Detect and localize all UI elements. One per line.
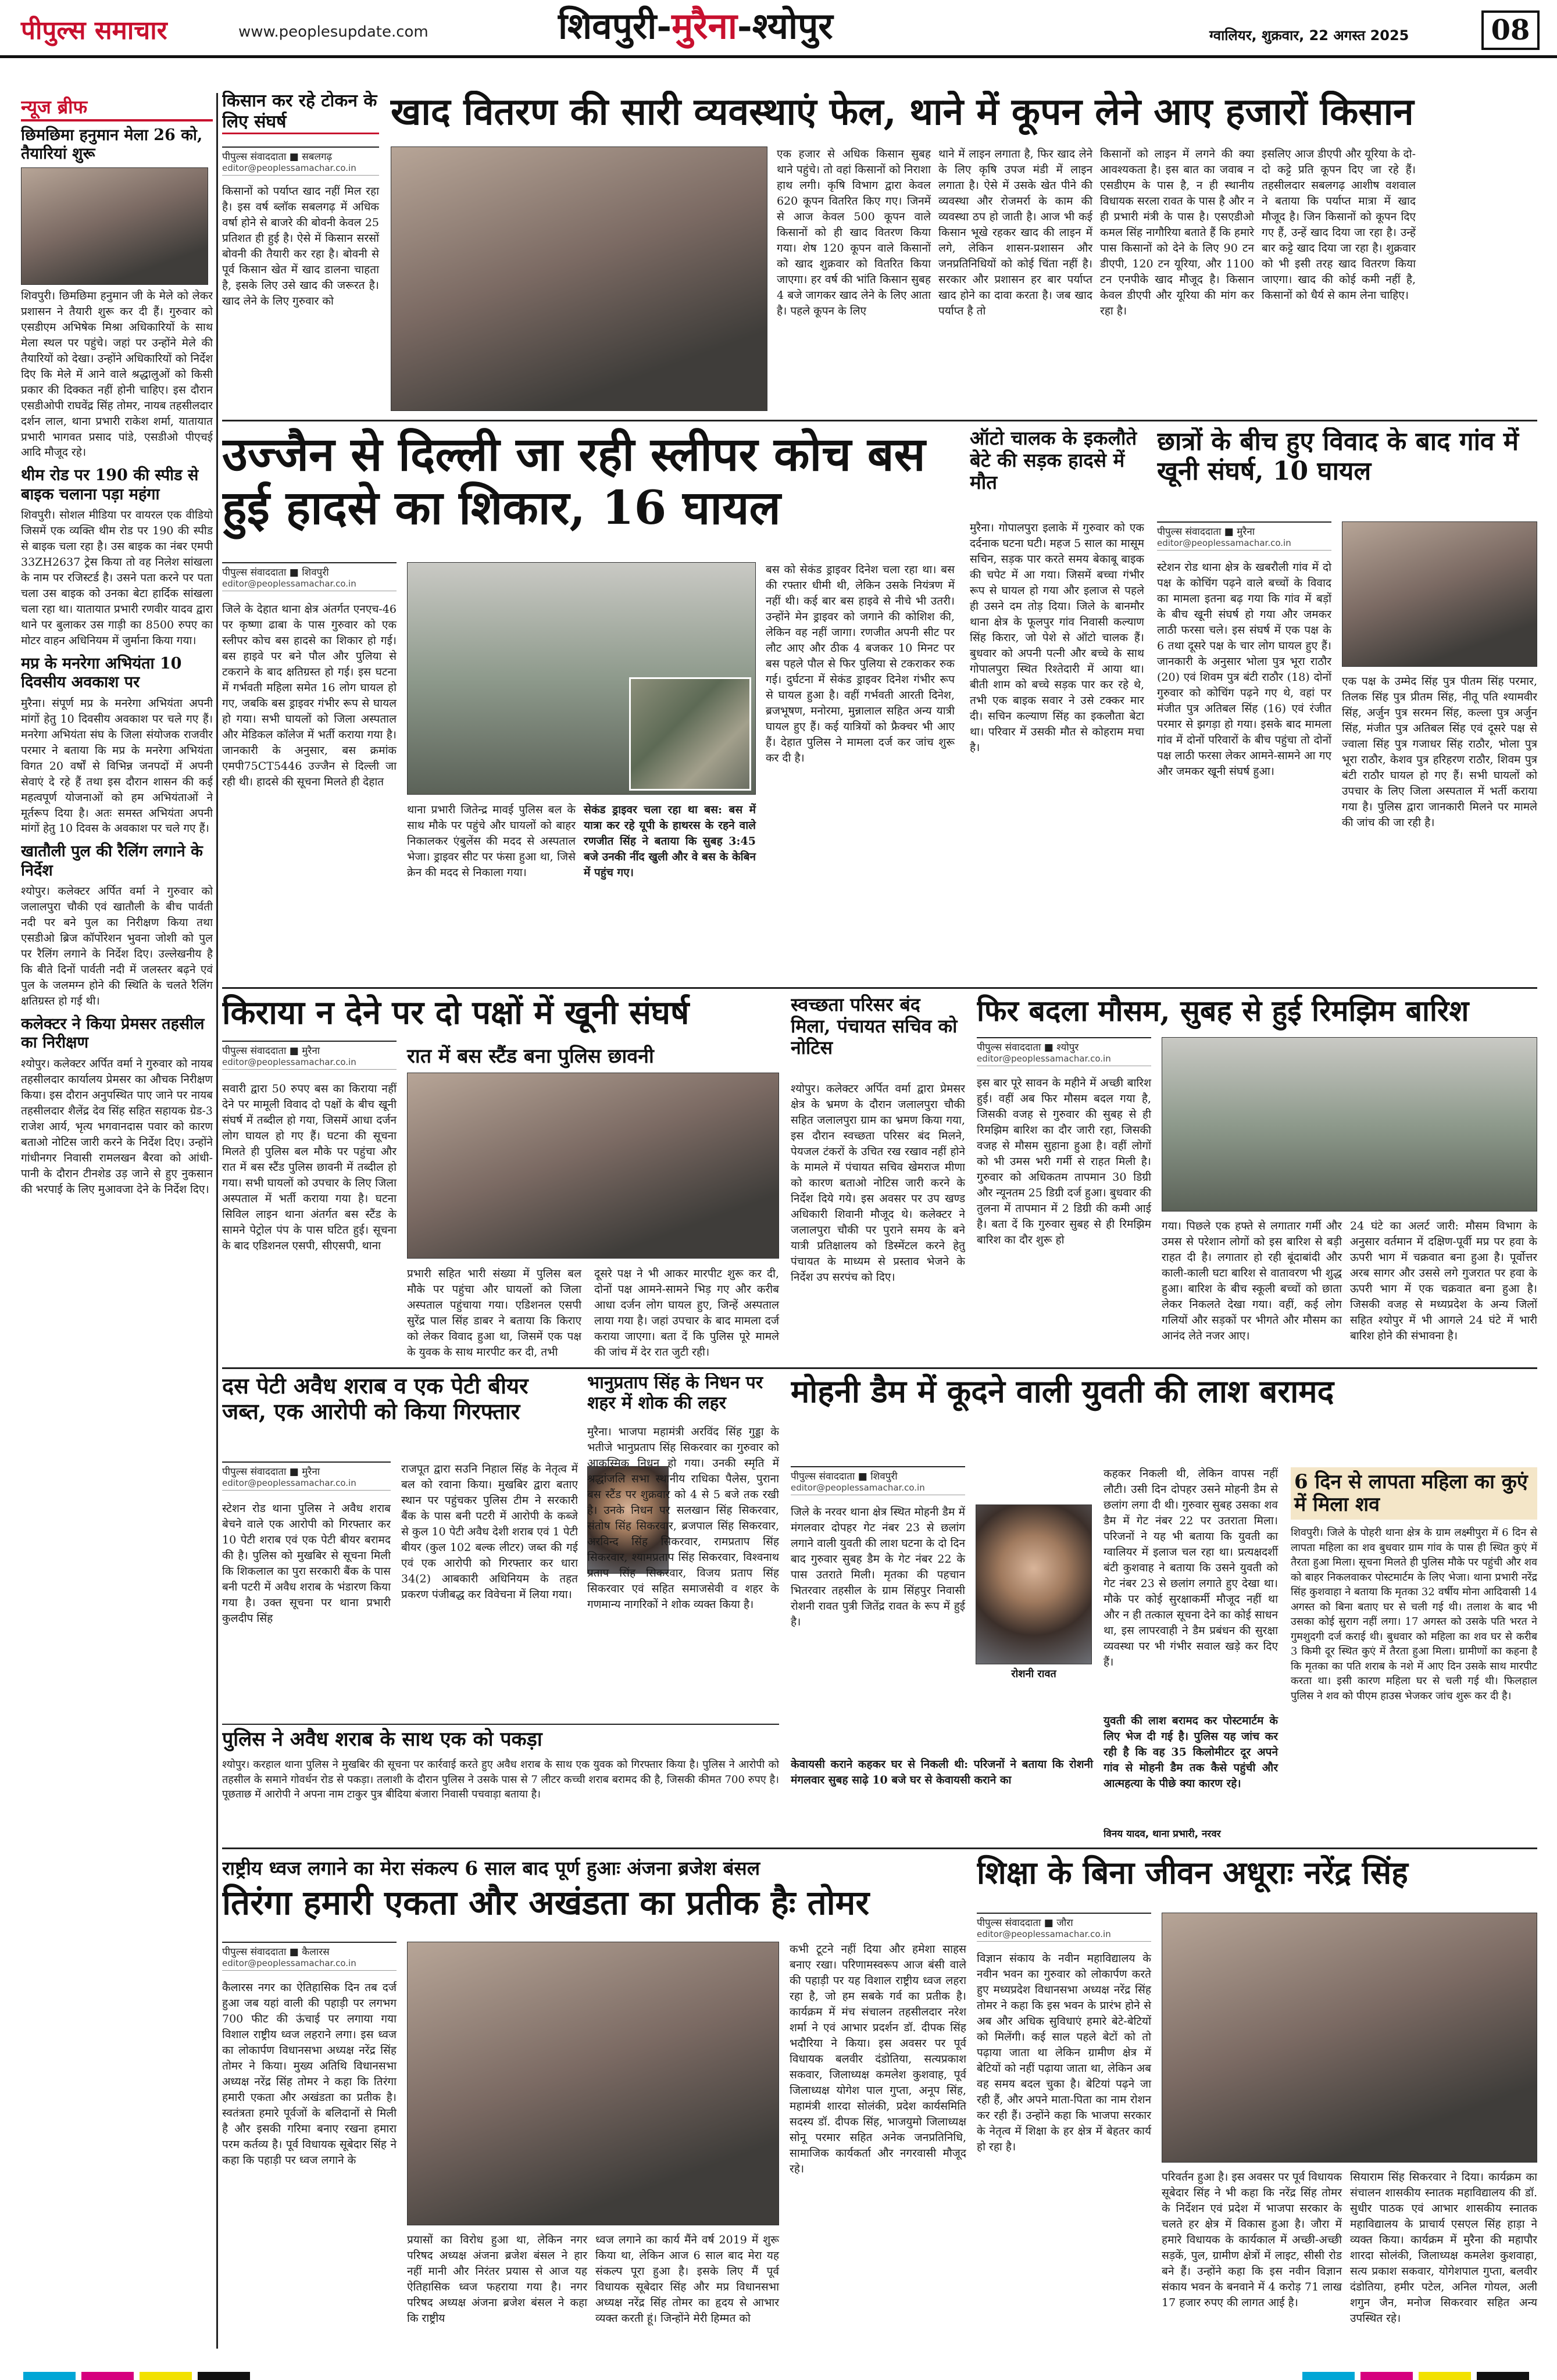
- brief-item-1-photo: [21, 167, 208, 285]
- story-liquor-arrest: [222, 1724, 779, 1843]
- headline: किराया न देने पर दो पक्षों में खूनी संघर्ष: [222, 994, 690, 1032]
- byline: [977, 1037, 1151, 1066]
- col-1: इस बार पूरे सावन के महीने में अच्छी बारिश हुई। वहीं अब फिर मौसम बदल गया है, जिसकी वजह से गुरुवार की सुबह से ही रिमझिम बारिश का दौर जारी रहा, जिसकी वजह से मौसम सुहाना हुआ है। वहीं लोगों को भी उमस भरी गर्मी से राहत मिली है। गुरुवार को अधिकतम तापमान 30 डिग्री और न्यूनतम 25 डिग्री दर्ज हुआ। बुधवार की तुलना में तापमान में 2 डिग्री की कमी आई है। बता दें कि गुरुवार सुबह से ही रिमझिम बारिश का दौर शुरू हो: [977, 1077, 1151, 1246]
- registration-bar-cyan: [23, 2372, 76, 2380]
- headline: 6 दिन से लापता महिला का कुएं में मिला शव: [1291, 1467, 1537, 1520]
- byline-text: पीपुल्स संवाददाता ■ जौरा: [977, 1917, 1073, 1929]
- story-bus-accident: [222, 427, 959, 985]
- story-weather: [977, 994, 1537, 1366]
- story-fertilizer: [222, 91, 1537, 416]
- subhead: रात में बस स्टैंड बना पुलिस छावनी: [407, 1045, 654, 1068]
- brief-item-5-title: कलेक्टर ने किया प्रेमसर तहसील का निरीक्षण: [21, 1014, 205, 1052]
- body: मुरैना। गोपालपुरा इलाके में गुरुवार को एक दर्दनाक घटना घटी। महज 5 साल का मासूम सचिन, सड़क पार करते समय बेकाबू बाइक की चपेट में आ गया। जिसमें बच्चा गंभीर रूप से घायल हो गया और इलाज से पहले ही उसने दम तोड़ दिया। जिले के बानमौर थाना क्षेत्र के फूलपुर गांव निवासी कल्याण सिंह किरार, जो पेशे से ऑटो चालक हैं। बुधवार को अपनी पत्नी और बच्चे के साथ गोपालपुरा स्थित रिश्तेदारी में आया था। बीती शाम को बच्चे सड़क पार कर रहे थे, तभी एक बाइक सवार ने उसे टक्कर मार दी। सचिन कल्याण सिंह का इकलौता बेटा था। परिवार में उसकी मौत से कोहराम मचा है।: [970, 521, 1144, 754]
- headline: खाद वितरण की सारी व्यवस्थाएं फेल, थाने में कूपन लेने आए हजारों किसान: [391, 91, 1414, 134]
- brief-label: न्यूज ब्रीफ: [21, 94, 213, 121]
- col-3: ध्वज लगाने का कार्य मैंने वर्ष 2019 में शुरू किया था, लेकिन आज 6 साल बाद मेरा यह संकल्प पूरा हुआ है। इसके लिए मैं पूर्व विधायक सूबेदार सिंह और मप्र विधानसभा अध्यक्ष नरेंद्र सिंह तोमर का हृदय से आभार व्यक्त करती हूं। जिन्होंने मेरी हिम्मत को: [595, 2234, 779, 2325]
- byline-email: editor@peoplessamachar.co.in: [222, 1057, 356, 1067]
- col-3: दूसरे पक्ष ने भी आकर मारपीट शुरू कर दी, दोनों पक्ष आमने-सामने भिड़ गए और करीब आधा दर्जन लोग घायल हुए, जिन्हें अस्पताल लाया गया है। जहां उपचार के बाद मामला दर्ज कराया जाएगा। बता दें कि पुलिस पूरे मामले की जांच में देर रात जुटी रही।: [594, 1267, 779, 1359]
- col-1: जिले के नरवर थाना क्षेत्र स्थित मोहनी डैम में मंगलवार दोपहर गेट नंबर 23 से छलांग लगाने वाली युवती की लाश घटना के दो दिन बाद गुरुवार सुबह डैम के गेट नंबर 22 के पास उतराते मिली। मृतका की पहचान भितरवार तहसील के ग्राम सिंहपुर निवासी रोशनी रावत पुत्री जितेंद्र रावत के रूप में हुई है।: [791, 1506, 965, 1628]
- brief-item-4-body: श्योपुर। कलेक्टर अर्पित वर्मा ने गुरुवार को जलालपुरा चौकी एवं खातौली के बीच पार्वती नदी पर बने पुल का निरीक्षण किया तथा एसडीओ ब्रिज कॉर्पोरेशन भुवना जोशी को पुल पर रैलिंग लगाने के निर्देश दिए। उल्लेखनीय है कि बीते दिनों पार्वती नदी में जलस्तर बढ़ने एवं पुल के जलमग्न होने की स्थिति के चलते रैलिंग क्षतिग्रस्त हो गई थी।: [21, 885, 213, 1007]
- page-title: [558, 5, 833, 48]
- bus-photo-inset: [629, 677, 751, 791]
- byline-email: editor@peoplessamachar.co.in: [222, 163, 356, 173]
- registration-bar-cyan-right: [1302, 2372, 1355, 2380]
- divider-h4: [222, 1847, 1537, 1849]
- byline-text: पीपुल्स संवाददाता ■ श्योपुर: [977, 1042, 1079, 1053]
- flag-ceremony-photo: [407, 1942, 779, 2225]
- headline: दस पेटी अवैध शराब व एक पेटी बीयर जब्त, एक आरोपी को किया गिरफ्तार: [222, 1373, 528, 1424]
- crowd-photo: [391, 146, 767, 411]
- brief-item-5-body: श्योपुर। कलेक्टर अर्पित वर्मा ने गुरुवार को नायब तहसीलदार कार्यालय प्रेमसर का औचक निरीक्षण किया। इस दौरान अनुपस्थित पाए जाने पर नायब तहसीलदार शैलेंद्र देव सिंह सहित सहायक ग्रेड-3 राजेश आर्य, भृत्य भगवानदास पवार को कारण बताओ नोटिस जारी करने के निर्देश दिए। उन्होंने गांधीनगर निवासी रामलखन बैरवा को आंधी-पानी के दौरान टीनशेड उड़ जाने से हुए नुकसान की भरपाई के लिए मुआवजा देने के निर्देश दिए।: [21, 1057, 213, 1196]
- col-2: एक हजार से अधिक किसान सुबह थाने पहुंचे। तो वहां किसानों को निराशा हाथ लगी। कृषि विभाग द्वारा केवल 620 कूपन वितरित किए गए। जिनमें से आज केवल 500 कूपन वाले किसानों को ही खाद वितरण किया गया। शेष 120 कूपन वाले किसानों को खाद शुक्रवार को वितरित किया जाएगा। हर वर्ष की भांति किसान सुबह 4 बजे जागकर खाद लेने के लिए आता है। पहले कूपन के लिए: [777, 148, 931, 317]
- brief-divider: [216, 93, 218, 2349]
- byline-text: पीपुल्स संवाददाता ■ शिवपुरी: [222, 567, 329, 578]
- col-2: प्रयासों का विरोध हुआ था, लेकिन नगर परिषद अध्यक्ष अंजना ब्रजेश बंसल ने हार नहीं मानी और निरंतर प्रयास से आज यह ऐतिहासिक ध्वज फहराया गया है। नगर परिषद अध्यक्ष अंजना ब्रजेश बंसल ने कहा कि राष्ट्रीय: [407, 2234, 587, 2325]
- story-fare-dispute: [222, 994, 780, 1366]
- col-2: गया। पिछले एक हफ्ते से लगातार गर्मी और उमस से परेशान लोगों को इस बारिश से बड़ी राहत दी है। लगातार हो रही बूंदाबांदी और काली-काली घटा बारिश से वातावरण भी शुद्ध हुआ। बारिश के बीच स्कूली बच्चों को छाता लेकर निकलते देखा गया। वहीं, कई लोग गलियों और सड़कों पर भीगते और मौसम का आनंद लेते नजर आए।: [1162, 1220, 1342, 1342]
- byline-email: editor@peoplessamachar.co.in: [977, 1053, 1111, 1064]
- col-3: सियाराम सिंह सिकरवार ने दिया। कार्यक्रम का संचालन शासकीय स्नातक महाविद्यालय की डॉ. सुधीर पाठक एवं आभार शासकीय स्नातक महाविद्यालय के प्राचार्य एसएल सिंह हाड़ा ने व्यक्त किया। कार्यक्रम में मुरैना की महापौर शारदा सोलंकी, जिलाध्यक्ष कमलेश कुशवाहा, सत्य प्रकाश सकवार, योगेशपाल गुप्ता, बलवीर दंडोतिया, हमीर पटेल, अनिल गोयल, अली शगुन जैन, मनोज सिकरवार सहित अन्य उपस्थित रहे।: [1350, 2171, 1537, 2325]
- col-2: एक पक्ष के उम्मेद सिंह पुत्र पीतम सिंह परमार, तिलक सिंह पुत्र प्रीतम सिंह, नीतू पति श्यामवीर सिंह, अर्जुन पुत्र सरमन सिंह, कल्ला पुत्र अर्जुन सिंह, मंजीत पुत्र अतिबल सिंह एवं दूसरे पक्ष से ज्वाला सिंह पुत्र गजाधर सिंह राठौर, भोला पुत्र भूरा राठौर, केशव पुत्र हरिहरण राठौर, शिवम पुत्र बंटी राठौर घायल हो गए हैं। सभी घायलों को उपचार के लिए जिला अस्पताल में भर्ती कराया गया है। पुलिस द्वारा जानकारी मिलने पर मामले की जांच की जा रही है।: [1342, 675, 1537, 829]
- byline: [222, 1461, 391, 1491]
- divider-h3: [222, 1367, 1537, 1369]
- news-brief-column: [21, 94, 213, 2350]
- byline-email: editor@peoplessamachar.co.in: [222, 1958, 356, 1968]
- col-1b: केवायसी कराने कहकर घर से निकली थी: परिजनों ने बताया कि रोशनी मंगलवार सुबह साढ़े 10 बजे घर से केवायसी कराने का: [791, 1758, 1093, 1786]
- byline-text: पीपुल्स संवाददाता ■ शिवपुरी: [791, 1471, 898, 1482]
- headline: भानुप्रताप सिंह के निधन पर शहर में शोक की लहर: [587, 1373, 763, 1413]
- photo-caption: सेकंड ड्राइवर चला रहा था बस: बस में यात्रा कर रहे यूपी के हाथरस के रहने वाले रणजीत सिंह ने बताया कि सुबह 3:45 बजे उनकी नींद खुली और वे बस के केबिन में पहुंच गए।: [584, 803, 756, 879]
- brand-logo: पीपुल्स समाचार: [21, 16, 167, 45]
- col-4: कभी टूटने नहीं दिया और हमेशा साहस बनाए रखा। परिणामस्वरूप आज बंसी वाले की पहाड़ी पर यह विशाल राष्ट्रीय ध्वज लहरा रहा है, जो हम सबके गर्व का प्रतीक है। कार्यक्रम में मंच संचालन तहसीलदार नरेश शर्मा ने एवं आभार प्रदर्शन डॉ. दीपक सिंह भदौरिया ने किया। इस अवसर पर पूर्व विधायक बलवीर दंडोतिया, सत्यप्रकाश सकवार, जिलाध्यक्ष कमलेश कुशवाह, पूर्व जिलाध्यक्ष योगेश पाल गुप्ता, अनूप सिंह, महामंत्री शारदा सोलंकी, प्रदेश कार्यसमिति सदस्य डॉ. दीपक सिंह, भाजयुमो जिलाध्यक्ष सोनू परमार सहित अनेक जनप्रतिनिधि, सामाजिक कार्यकर्ता और नगरवासी मौजूद रहे।: [790, 1943, 966, 2175]
- col-2: प्रभारी सहित भारी संख्या में पुलिस बल मौके पर पहुंचा और घायलों को जिला अस्पताल पहुंचाया गया। एडिशनल एसपी सुरेंद्र पाल सिंह डाबर ने बताया कि किराए को लेकर विवाद हुआ था, जिसमें एक पक्ष के युवक के साथ मारपीट कर दी, तभी: [407, 1267, 581, 1359]
- headline: तिरंगा हमारी एकता और अखंडता का प्रतीक हैः तोमर: [222, 1883, 870, 1922]
- byline: [791, 1466, 965, 1495]
- col-2: कहकर निकली थी, लेकिन वापस नहीं लौटी। उसी दिन दोपहर उसने मोहनी डैम से छलांग लगा दी थी। गुरुवार सुबह उसका शव डैम में गेट नंबर 22 पर उतराता मिला। परिजनों ने यह भी बताया कि युवती का ग्वालियर में इलाज चल रहा था। प्रत्यक्षदर्शी बंटी कुशवाह ने बताया कि उसने युवती को गेट नंबर 23 से छलांग लगाते हुए देखा था। मौके पर कोई सुरक्षाकर्मी मौजूद नहीं था और न ही तत्काल सूचना देने का कोई साधन था, इस लापरवाही ने डैम प्रबंधन की सुरक्षा व्यवस्था पर भी गंभीर सवाल खड़े कर दिए हैं।: [1104, 1467, 1278, 1668]
- byline: [222, 146, 379, 176]
- col-1: स्टेशन रोड थाना पुलिस ने अवैध शराब बेचने वाले एक आरोपी को गिरफ्तार कर 10 पेटी शराब एवं एक पेटी बीयर बरामद की है। पुलिस को मुखबिर से सूचना मिली कि शिकलाल का पुरा सरकारी बैंक के पास बनी पटरी में अवैध शराब के भंडारण किया गया है। उक्त सूचना पर थाना प्रभारी कुलदीप सिंह: [222, 1502, 391, 1625]
- brief-item-2-body: शिवपुरी। सोशल मीडिया पर वायरल एक वीडियो जिसमें एक व्यक्ति थीम रोड पर 190 की स्पीड से बाइक चला रहा है। उस बाइक का नंबर एमपी 33ZH2637 ट्रेस किया तो वह निलेश सांखला के नाम पर रजिस्टर्ड है। उसने पता करने पर पता चला उस बाइक को उनका बेटा हार्दिक सांखला चला रहा था। यातायात प्रभारी रणवीर यादव द्वारा थाने पर बुलाकर उस गाड़ी का 8500 रुपए का मोटर वाहन अधिनियम में जुर्माना किया गया।: [21, 509, 213, 647]
- registration-bar-black-right: [1477, 2372, 1529, 2380]
- story-liquor-seizure: [222, 1373, 578, 1722]
- col-5: इसलिए आज डीएपी और यूरिया के दो-दो कट्टे प्रति कूपन दिए जा रहे हैं। तहसीलदार सबलगढ़ आशीष वशवाल ने बताया कि पर्याप्त मात्रा में खाद मौजूद है। जिन किसानों को कूपन दिए गए हैं, उन्हें खाद दिया जा रहा है। उन्हें बार कट्टे खाद दिया जा रहा है। शुक्रवार को भी इसी तरह खाद वितरण किया जाएगा। खाद की कोई कमी नहीं है, किसानों को धैर्य से काम लेना चाहिए।: [1262, 148, 1416, 302]
- rain-photo: [1162, 1037, 1537, 1212]
- byline: [222, 1041, 397, 1070]
- inauguration-photo: [1162, 1913, 1537, 2163]
- byline-text: पीपुल्स संवाददाता ■ मुरैना: [222, 1466, 320, 1478]
- victim-portrait: [976, 1505, 1092, 1664]
- brief-item-3-body: मुरैना। संपूर्ण मप्र के मनरेगा अभियंता अपनी मांगों हेतु 10 दिवसीय अवकाश पर चले गए हैं। मनरेगा अभियंता संघ के जिला संयोजक राजवीर परमार ने बताया कि मप्र के मनरेगा अभियंता विगत 20 वर्षों से विभिन्न जनपदों में अपनी सेवाएं दे रहे हैं तथा इस दौरान शासन की कई महत्वपूर्ण योजनाओं को हम अभियंताओं ने मूर्तरूप दिया है। अतः समस्त अभियंता अपनी मांगों हेतु 10 दिवस के अवकाश पर चले गए हैं।: [21, 696, 213, 835]
- col-3: थाने में लाइन लगाता है, फिर खाद लेने के लिए कृषि उपज मंडी में लाइन लगाता है। ऐसे में उसके खेत पीने की व्यवस्था और रोजमर्रा के काम की व्यवस्था ठप हो जाती है। आज भी कई किसान भूखे रहकर खाद की लाइन में लगे, लेकिन शासन-प्रशासन और जनप्रतिनिधियों को कोई चिंता नहीं है। सरकार और प्रशासन हर बार पर्याप्त खाद होने का दावा करता है। जब खाद पर्याप्त है तो: [938, 148, 1092, 317]
- byline-email: editor@peoplessamachar.co.in: [977, 1929, 1111, 1939]
- brief-item-1-body: शिवपुरी। छिमछिमा हनुमान जी के मेले को लेकर प्रशासन ने तैयारी शुरू कर दी हैं। गुरुवार को एसडीएम अभिषेक मिश्रा अधिकारियों के साथ मेला स्थल पर पहुंचे। जहां पर उन्होंने मेले की तैयारियों को देखा। उन्होंने अधिकारियों को निर्देश दिए कि मेले में आने वाले श्रद्धालुओं को किसी प्रकार की दिक्कत नहीं होनी चाहिए। इस दौरान एसडीओपी राघवेंद्र सिंह तोमर, नायब तहसीलदार दर्शन लाल, थाना प्रभारी राकेश शर्मा, यातायात प्रभारी भागवत प्रसाद पांडे, एसडीओ पीएचई आदि मौजूद रहे।: [21, 289, 213, 459]
- byline-email: editor@peoplessamachar.co.in: [1157, 538, 1291, 548]
- registration-bar-magenta: [81, 2372, 134, 2380]
- col-2: राजपूत द्वारा सउनि निहाल सिंह के नेतृत्व में बल को रवाना किया। मुखबिर द्वारा बताए स्थान पर पहुंचकर पुलिस टीम ने सरकारी बैंक के पास बनी पटरी में आरोपी के कब्जे से कुल 10 पेटी अवैध देशी शराब एवं 1 पेटी बीयर (कुल 102 बल्क लीटर) जब्त की गई एवं एक आरोपी को गिरफ्तार कर धारा 34(2) आबकारी अधिनियम के तहत प्रकरण पंजीबद्ध कर विवेचना में लिया गया।: [401, 1463, 578, 1601]
- byline: [1157, 521, 1331, 551]
- kicker: किसान कर रहे टोकन के लिए संघर्ष: [222, 91, 379, 134]
- headline: ऑटो चालक के इकलौते बेटे की सड़क हादसे में मौत: [970, 427, 1137, 494]
- byline-text: पीपुल्स संवाददाता ■ सबलगढ़: [222, 151, 333, 163]
- body: मुरैना। भाजपा महामंत्री अरविंद सिंह गुड्डा के भतीजे भानुप्रताप सिंह सिकरवार का गुरुवार को आकस्मिक निधन हो गया। उनकी स्मृति में श्रद्धांजलि सभा स्थानीय राधिका पैलेस, पुराना बस स्टैंड पर शुक्रवार को 4 से 5 बजे तक रखी है। उनके निधन पर सलखान सिंह सिकरवार, संतोष सिंह सिकरवार, ब्रजपाल सिंह सिकरवार, अरविन्द सिंह सिकरवार, रामप्रताप सिंह सिकरवार, श्यामप्रताप सिंह सिकरवार, विश्वनाथ प्रताप सिंह सिकरवार, विजय प्रताप सिंह सिकरवार एवं सहित समाजसेवी व शहर के गणमान्य नागरिकों ने शोक व्यक्त किया है।: [587, 1425, 779, 1611]
- story-missing-woman: [1291, 1467, 1537, 1844]
- col-3: बस को सेकंड ड्राइवर दिनेश चला रहा था। बस की रफ्तार धीमी थी, लेकिन उसके नियंत्रण में नहीं थी। कई बार बस हाइवे से नीचे भी उतरी। उन्होंने मेन ड्राइवर को जगाने की कोशिश की, लेकिन वह नहीं जागा। रणजीत अपनी सीट पर लौट आए और ठीक 4 बजकर 10 मिनट पर बस पहले पौल से फिर पुलिया से टकराकर रुक गई। दुर्घटना में सेकंड ड्राइवर दिनेश गंभीर रूप से घायल हुआ है। वहीं गर्भवती आरती दिनेश, ब्रजभूषण, मनोरमा, मुन्नालाल सहित अन्य यात्री घायल हुए हैं। कई यात्रियों को फ्रैक्चर भी आए हैं। देहात पुलिस ने मामला दर्ज कर जांच शुरू कर दी है।: [766, 563, 955, 764]
- kicker: राष्ट्रीय ध्वज लगाने का मेरा संकल्प 6 साल बाद पूर्ण हुआः अंजना ब्रजेश बंसल: [222, 1857, 760, 1879]
- col-2: थाना प्रभारी जितेन्द्र मावई पुलिस बल के साथ मौके पर पहुंचे और घायलों को बाहर निकालकर एंबुलेंस की मदद से अस्पताल भेजा। ड्राइवर सीट पर फंसा हुआ था, जिसे क्रेन की मदद से निकाला गया।: [407, 803, 576, 879]
- page-title-part-1: शिवपुरी-: [558, 5, 672, 47]
- col-1: स्टेशन रोड थाना क्षेत्र के खबरौली गांव में दो पक्ष के कोचिंग पढ़ने वाले बच्चों के विवाद का मामला इतना बढ़ गया कि गांव में बड़ों के बीच खूनी संघर्ष हो गया और जमकर लाठी फरसा चले। इस संघर्ष में एक पक्ष के 6 तथा दूसरे पक्ष के चार लोग घायल हुए हैं। जानकारी के अनुसार भोला पुत्र भूरा राठौर (20) एवं शिवम पुत्र बंटी राठौर (18) दोनों गुरुवार को कोचिंग पढ़ने गए थे, वहां पर मंजीत पुत्र अतिबल सिंह (16) एवं रंजीत परमार से झगड़ा हो गया। इसके बाद मामला गांव में दोनों परिवारों के बीच पहुंचा तो दोनों पक्ष लाठी फरसा लेकर आमने-सामने आ गए और जमकर खूनी संघर्ष हुआ।: [1157, 561, 1331, 778]
- divider-h2: [222, 987, 1537, 989]
- headline: शिक्षा के बिना जीवन अधूराः नरेंद्र सिंह: [977, 1854, 1408, 1891]
- body: श्योपुर। करहाल थाना पुलिस ने मुखबिर की सूचना पर कार्रवाई करते हुए अवैध शराब के साथ एक युवक को गिरफ्तार किया है। पुलिस ने आरोपी को तहसील के समाने गोवर्धन रोड से पकड़ा। तलाशी के दौरान पुलिस ने उसके पास से 7 लीटर कच्ची शराब बरामद की है, जिसकी कीमत 700 रुपए है। पूछताछ में आरोपी ने अपना नाम टाकुर पुत्र बीदिया बंजारा निवासी पचवाड़ा बताया है।: [222, 1759, 779, 1801]
- masthead: [0, 0, 1557, 58]
- col-4: किसानों को लाइन में लगने की क्या आवश्यकता है। इस बात का जवाब न एसडीएम के पास है, न ही स्थानीय विधायक सरला रावत के पास है और न ही प्रभारी मंत्री के पास है। एसएडीओ कमल सिंह नागौरिया बताते हैं कि हमारे पास किसानों को देने के लिए 90 टन डीएपी, 120 टन यूरिया, और 1100 टन एनपीके खाद मौजूद है। किसान केवल डीएपी और यूरिया की मांग कर रहा है।: [1100, 148, 1254, 317]
- page-number: 08: [1481, 10, 1540, 50]
- registration-bar-yellow-right: [1419, 2372, 1471, 2380]
- headline: उज्जैन से दिल्ली जा रही स्लीपर कोच बस हुई हादसे का शिकार, 16 घायल: [222, 427, 926, 535]
- headline: पुलिस ने अवैध शराब के साथ एक को पकड़ा: [222, 1728, 542, 1751]
- registration-bar-black: [198, 2372, 250, 2380]
- headline: मोहनी डैम में कूदने वाली युवती की लाश बरामद: [791, 1373, 1334, 1410]
- registration-bar-magenta-right: [1360, 2372, 1413, 2380]
- page-title-part-3: -श्योपुर: [737, 5, 833, 47]
- brief-item-1-title: छिमछिमा हनुमान मेला 26 को, तैयारियां शुरू: [21, 126, 203, 163]
- body: शिवपुरी। जिले के पोहरी थाना क्षेत्र के ग्राम लक्ष्मीपुरा में 6 दिन से लापता महिला का शव बुधवार ग्राम गांव के पास ही स्थित कुएं में तैरता हुआ मिला। सूचना मिलते ही पुलिस मौके पर पहुंची और शव को बाहर निकलवाकर पोस्टमार्टम के लिए भेजा। थाना प्रभारी नरेंद्र सिंह कुशवाहा ने बताया कि मृतका 32 वर्षीय मोना आदिवासी 14 अगस्त को बिना बताए घर से चली गई थी। तलाश के बाद भी उसका कोई सुराग नहीं लगा। 17 अगस्त को उसके पति भरत ने गुमशुदगी दर्ज कराई थी। बुधवार को महिला का शव घर से करीब 3 किमी दूर स्थित कुएं में तैरता हुआ मिला। ग्रामीणों का कहना है कि मृतका का पति शराब के नशे में आए दिन उसके साथ मारपीट करता था। इसी कारण महिला घर से चली गई थी। फिलहाल पुलिस ने शव को पीएम हाउस भेजकर जांच शुरू कर दी है।: [1291, 1527, 1537, 1703]
- byline-text: पीपुल्स संवाददाता ■ मुरैना: [222, 1045, 320, 1057]
- story-education: [977, 1854, 1537, 2354]
- col-2: परिवर्तन हुआ है। इस अवसर पर पूर्व विधायक सूबेदार सिंह ने भी कहा कि नरेंद्र सिंह तोमर के निर्देशन एवं प्रदेश में भाजपा सरकार के चलते हर क्षेत्र में विकास हुआ है। जौरा में हमारे विधायक के कार्यकाल में अच्छी-अच्छी सड़कें, पुल, ग्रामीण क्षेत्रों में लाइट, सीसी रोड बने हैं। उन्होंने कहा कि इस नवीन विज्ञान संकाय भवन के बनवाने में 4 करोड़ 71 लाख 17 हजार रुपए की लागत आई है।: [1162, 2171, 1342, 2309]
- headline: फिर बदला मौसम, सुबह से हुई रिमझिम बारिश: [977, 994, 1469, 1028]
- clash-photo: [1342, 521, 1537, 667]
- story-road-accident: [970, 427, 1144, 985]
- byline: [222, 562, 397, 591]
- byline-email: editor@peoplessamachar.co.in: [222, 578, 356, 589]
- byline-text: पीपुल्स संवाददाता ■ कैलारस: [222, 1946, 330, 1958]
- credit: विनय यादव, थाना प्रभारी, नरवर: [1104, 1828, 1221, 1840]
- body: श्योपुर। कलेक्टर अर्पित वर्मा द्वारा प्रेमसर क्षेत्र के भ्रमण के दौरान जलालपुरा चौकी सहित जलालपुरा ग्राम का भ्रमण किया गया, इस दौरान स्वच्छता परिसर बंद मिलने, पेयजल टंकरों के उचित रख रखाव नहीं होने के मामले में पंचायत सचिव खेमराज मीणा को कारण बताओ नोटिस जारी करने के निर्देश दिये गये। इस अवसर पर उप खण्ड अधिकारी शिवानी मौजूद थे। कलेक्टर ने जलालपुरा चौकी पर पुराने समय के बने यात्री प्रतिक्षालय को डिस्मेंटल करने हेतु पंचायत के माध्यम से प्रस्ताव भेजने के निर्देश उप सरपंच को दिए।: [791, 1082, 965, 1284]
- page-title-part-2: मुरैना: [672, 5, 737, 47]
- col-3: 24 घंटे का अलर्ट जारी: मौसम विभाग के अनुसार वर्तमान में दक्षिण-पूर्वी मप्र पर हवा के ऊपरी भाग में चक्रवात बना हुआ है। पूर्वोत्तर अरब सागर और उससे लगे गुजरात पर हवा के ऊपरी भाग में एक चक्रवात बना हुआ है। जिसकी वजह से मध्यप्रदेश के अन्य जिलों सहित श्योपुर में भी आगले 24 घंटे में भारी बारिश होने की संभावना है।: [1350, 1220, 1537, 1342]
- brief-item-3-title: मप्र के मनरेगा अभियंता 10 दिवसीय अवकाश पर: [21, 654, 182, 692]
- col-1: सवारी द्वारा 50 रुपए बस का किराया नहीं देने पर मामूली विवाद दो पक्षों के बीच खूनी संघर्ष में तब्दील हो गया, जिसमें आधा दर्जन लोग घायल हो गए हैं। घटना की सूचना मिलते ही पुलिस बल मौके पर पहुंचा और रात में बस स्टैंड पुलिस छावनी में तब्दील हो गया। सभी घायलों को उपचार के लिए जिला अस्पताल में भर्ती कराया गया है। घटना सिविल लाइन थाना अंतर्गत बस स्टैंड के सामने पेट्रोल पंप के पास घटित हुई। सूचना के बाद एडिशनल एसपी, सीएसपी, थाना: [222, 1082, 397, 1252]
- divider-h1: [222, 420, 1537, 421]
- byline-email: editor@peoplessamachar.co.in: [791, 1482, 925, 1493]
- col-1: जिले के देहात थाना क्षेत्र अंतर्गत एनएच-46 पर कृष्णा ढाबा के पास गुरुवार को एक स्लीपर कोच बस हादसे का शिकार हो गई। बस हाइवे पर बने पौल और पुलिया से टकराने के बाद क्षतिग्रस्त हो गई। इस घटना में गर्भवती महिला समेत 16 लोग घायल हो गए, जबकि बस ड्राइवर गंभीर रूप से घायल हो गया। सभी घायलों को जिला अस्पताल और मेडिकल कॉलेज में भर्ती कराया गया है। जानकारी के अनुसार, बस क्रमांक एमपी75CT5446 उज्जैन से दिल्ली जा रही थी। हादसे की सूचना मिलते ही देहात: [222, 603, 397, 788]
- bus-stand-photo: [407, 1073, 779, 1259]
- brief-item-4-title: खातौली पुल की रैलिंग लगाने के निर्देश: [21, 842, 203, 880]
- col-1: कैलारस नगर का ऐतिहासिक दिन तब दर्ज हुआ जब यहां वाली की पहाड़ी पर लगभग 700 फीट की ऊंचाई पर लगाया गया विशाल राष्ट्रीय ध्वज लहराने लगा। इस ध्वज का लोकार्पण विधानसभा अध्यक्ष नरेंद्र सिंह तोमर ने किया। मुख्य अतिथि विधानसभा अध्यक्ष नरेंद्र सिंह तोमर ने कहा कि तिरंगा हमारी एकता और अखंडता का प्रतीक है। स्वतंत्रता हमारे पूर्वजों के बलिदानों से मिली है और इसकी गरिमा बनाए रखना हमारा परम कर्तव्य है। पूर्व विधायक सूबेदार सिंह ने कहा कि पहाड़ी पर ध्वज लगाने के: [222, 1981, 397, 2167]
- headline: छात्रों के बीच हुए विवाद के बाद गांव में खूनी संघर्ष, 10 घायल: [1157, 427, 1519, 486]
- col-1: किसानों को पर्याप्त खाद नहीं मिल रहा है। इस वर्ष ब्लॉक सबलगढ़ में अधिक वर्षा होने से बाजरे की बोवनी केवल 25 प्रतिशत ही हुई है। ऐसे में किसान सरसों बोवनी की तैयारी कर रहा है। बोवनी से पूर्व किसान खेत में खाद डालना चाहता है, इसके लिए उसे खाद की जरूरत है। खाद लेने के लिए गुरुवार को: [222, 185, 379, 308]
- col-1: विज्ञान संकाय के नवीन महाविद्यालय के नवीन भवन का गुरुवार को लोकार्पण करते हुए मध्यप्रदेश विधानसभा अध्यक्ष नरेंद्र सिंह तोमर ने कहा कि इस भवन के प्रारंभ होने से अब और अधिक सुविधाएं हमारे बेटे-बेटियों को मिलेंगी। कई साल पहले बेटों को तो पढ़ाया जाता था लेकिन ग्रामीण क्षेत्र में बेटियों को नहीं पढ़ाया जाता था, लेकिन अब वह समय बदल चुका है। बेटियां पढ़ने जा रही हैं, और अपने माता-पिता का नाम रोशन कर रही हैं। उन्होंने कहा कि भाजपा सरकार के नेतृत्व में शिक्षा के हर क्षेत्र में बेहतर कार्य हो रहा है।: [977, 1952, 1151, 2153]
- photo-caption: युवती की लाश बरामद कर पोस्टमार्टम के लिए भेज दी गई है। पुलिस यह जांच कर रही है कि वह 35 किलोमीटर दूर अपने गांव से मोहनी डैम तक कैसे पहुंची और आत्महत्या के पीछे क्या कारण रहे।: [1104, 1714, 1278, 1790]
- byline: [222, 1942, 397, 1971]
- story-sanitation-notice: [791, 994, 965, 1366]
- website-url: www.peoplesupdate.com: [238, 23, 428, 41]
- dateline: ग्वालियर, शुक्रवार, 22 अगस्त 2025: [1209, 27, 1409, 44]
- story-village-clash: [1157, 427, 1537, 985]
- registration-bar-yellow: [140, 2372, 192, 2380]
- byline: [977, 1913, 1151, 1942]
- byline-text: पीपुल्स संवाददाता ■ मुरैना: [1157, 526, 1255, 538]
- headline: स्वच्छता परिसर बंद मिला, पंचायत सचिव को नोटिस: [791, 994, 958, 1059]
- byline-email: editor@peoplessamachar.co.in: [222, 1478, 356, 1488]
- story-tiranga: [222, 1854, 966, 2354]
- brief-item-2-title: थीम रोड पर 190 की स्पीड से बाइक चलाना पड़ा महंगा: [21, 466, 199, 503]
- portrait-caption: रोशनी रावत: [1011, 1668, 1056, 1680]
- story-obituary: [587, 1373, 779, 1722]
